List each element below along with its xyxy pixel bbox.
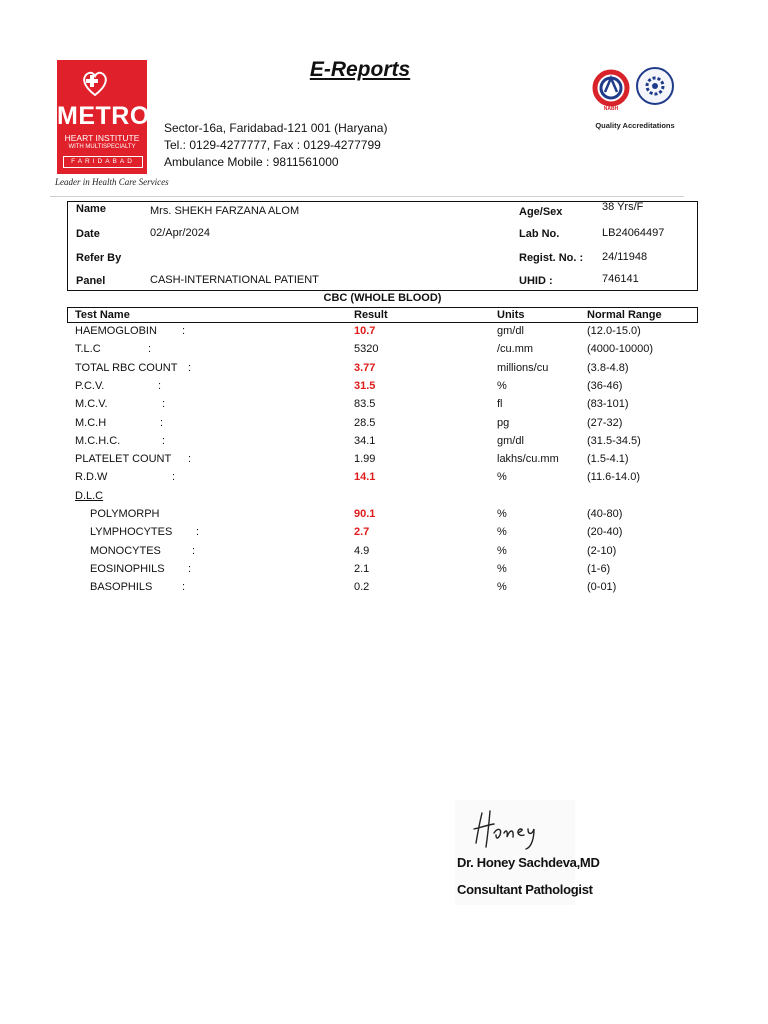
header-divider (50, 196, 684, 197)
name-label: Name (76, 203, 106, 215)
refer-label: Refer By (76, 252, 122, 264)
test-units: pg (497, 417, 510, 429)
ambulance-line: Ambulance Mobile : 9811561000 (164, 155, 339, 169)
handwritten-signature (470, 803, 550, 851)
test-units: gm/dl (497, 435, 524, 447)
accreditation-label: Quality Accreditations (595, 121, 675, 130)
test-name: M.C.V. (75, 398, 108, 410)
test-name: TOTAL RBC COUNT (75, 362, 178, 374)
test-result: 2.1 (354, 563, 370, 575)
test-units: % (497, 526, 507, 538)
test-colon: : (188, 563, 192, 575)
test-normal-range: (2-10) (587, 545, 617, 557)
test-units: lakhs/cu.mm (497, 453, 559, 465)
heart-cross-icon (80, 68, 110, 98)
test-normal-range: (83-101) (587, 398, 629, 410)
patient-name: Mrs. SHEKH FARZANA ALOM (150, 205, 300, 217)
test-result: 83.5 (354, 398, 376, 410)
age-label: Age/Sex (519, 206, 563, 218)
lab-label: Lab No. (519, 228, 560, 240)
logo-line1: HEART INSTITUTE (64, 133, 140, 143)
col-result: Result (354, 309, 388, 321)
test-units: % (497, 545, 507, 557)
test-name: P.C.V. (75, 380, 105, 392)
test-normal-range: (4000-10000) (587, 343, 654, 355)
age-value: 38 Yrs/F (602, 201, 644, 213)
test-result: 0.2 (354, 581, 370, 593)
test-result: 14.1 (354, 471, 376, 483)
hospital-logo (57, 60, 150, 174)
test-name: POLYMORPH (90, 508, 160, 520)
test-name: R.D.W (75, 471, 108, 483)
test-name: M.C.H.C. (75, 435, 121, 447)
test-colon: : (148, 343, 152, 355)
test-colon: : (196, 526, 200, 538)
phone-line: Tel.: 0129-4277777, Fax : 0129-4277799 (164, 138, 381, 152)
test-colon: : (160, 417, 164, 429)
test-result: 34.1 (354, 435, 376, 447)
tagline: Leader in Health Care Services (55, 177, 169, 187)
test-units: /cu.mm (497, 343, 534, 355)
test-name: BASOPHILS (90, 581, 153, 593)
test-colon: : (162, 398, 166, 410)
test-colon: : (162, 435, 166, 447)
test-normal-range: (40-80) (587, 508, 623, 520)
col-normal-range: Normal Range (587, 309, 662, 321)
lab-value: LB24064497 (602, 227, 665, 239)
test-colon: : (182, 325, 186, 337)
page-title: E-Reports (309, 58, 411, 81)
col-test-name: Test Name (75, 309, 130, 321)
test-name: T.L.C (75, 343, 101, 355)
test-normal-range: (1-6) (587, 563, 611, 575)
test-units: % (497, 581, 507, 593)
test-normal-range: (20-40) (587, 526, 623, 538)
test-units: % (497, 508, 507, 520)
test-normal-range: (36-46) (587, 380, 623, 392)
test-units: % (497, 563, 507, 575)
test-normal-range: (0-01) (587, 581, 617, 593)
regist-label: Regist. No. : (519, 252, 584, 264)
test-normal-range: (3.8-4.8) (587, 362, 629, 374)
report-date: 02/Apr/2024 (150, 227, 210, 239)
test-name: MONOCYTES (90, 545, 161, 557)
test-colon: : (188, 453, 192, 465)
test-name: EOSINOPHILS (90, 563, 165, 575)
panel-value: CASH-INTERNATIONAL PATIENT (150, 274, 319, 286)
date-label: Date (76, 228, 100, 240)
logo-city: FARIDABAD (63, 156, 143, 168)
test-result: 5320 (354, 343, 379, 355)
test-name: HAEMOGLOBIN (75, 325, 157, 337)
uhid-value: 746141 (602, 273, 639, 285)
test-normal-range: (11.6-14.0) (587, 471, 640, 483)
test-normal-range: (12.0-15.0) (587, 325, 641, 337)
test-units: millions/cu (497, 362, 549, 374)
nabh-text: NABH (603, 106, 619, 112)
test-result: 31.5 (354, 380, 376, 392)
test-units: % (497, 471, 507, 483)
test-units: % (497, 380, 507, 392)
test-result: 2.7 (354, 526, 370, 538)
doctor-name: Dr. Honey Sachdeva,MD (457, 855, 600, 870)
test-normal-range: (31.5-34.5) (587, 435, 641, 447)
test-result: 28.5 (354, 417, 376, 429)
test-result: 4.9 (354, 545, 370, 557)
logo-line2: WITH MULTISPECIALTY (68, 144, 136, 150)
test-units: fl (497, 398, 503, 410)
doctor-title: Consultant Pathologist (457, 882, 593, 897)
uhid-label: UHID : (519, 275, 553, 287)
col-units: Units (497, 309, 525, 321)
address-line: Sector-16a, Faridabad-121 001 (Haryana) (164, 121, 388, 135)
accreditation-seals-icon (592, 60, 678, 130)
test-name: D.L.C (75, 490, 104, 502)
test-colon: : (188, 362, 192, 374)
test-result: 1.99 (354, 453, 376, 465)
test-units: gm/dl (497, 325, 524, 337)
logo-name: METRO (57, 102, 150, 130)
test-name: LYMPHOCYTES (90, 526, 173, 538)
regist-value: 24/11948 (602, 251, 648, 263)
test-normal-range: (1.5-4.1) (587, 453, 629, 465)
test-colon: : (182, 581, 186, 593)
test-colon: : (192, 545, 196, 557)
test-result: 90.1 (354, 508, 376, 520)
test-name: PLATELET COUNT (75, 453, 172, 465)
test-normal-range: (27-32) (587, 417, 623, 429)
test-result: 3.77 (354, 362, 376, 374)
test-colon: : (158, 380, 162, 392)
test-colon: : (172, 471, 176, 483)
test-name: M.C.H (75, 417, 107, 429)
panel-label: Panel (76, 275, 106, 287)
section-title: CBC (WHOLE BLOOD) (323, 292, 442, 304)
test-result: 10.7 (354, 325, 376, 337)
